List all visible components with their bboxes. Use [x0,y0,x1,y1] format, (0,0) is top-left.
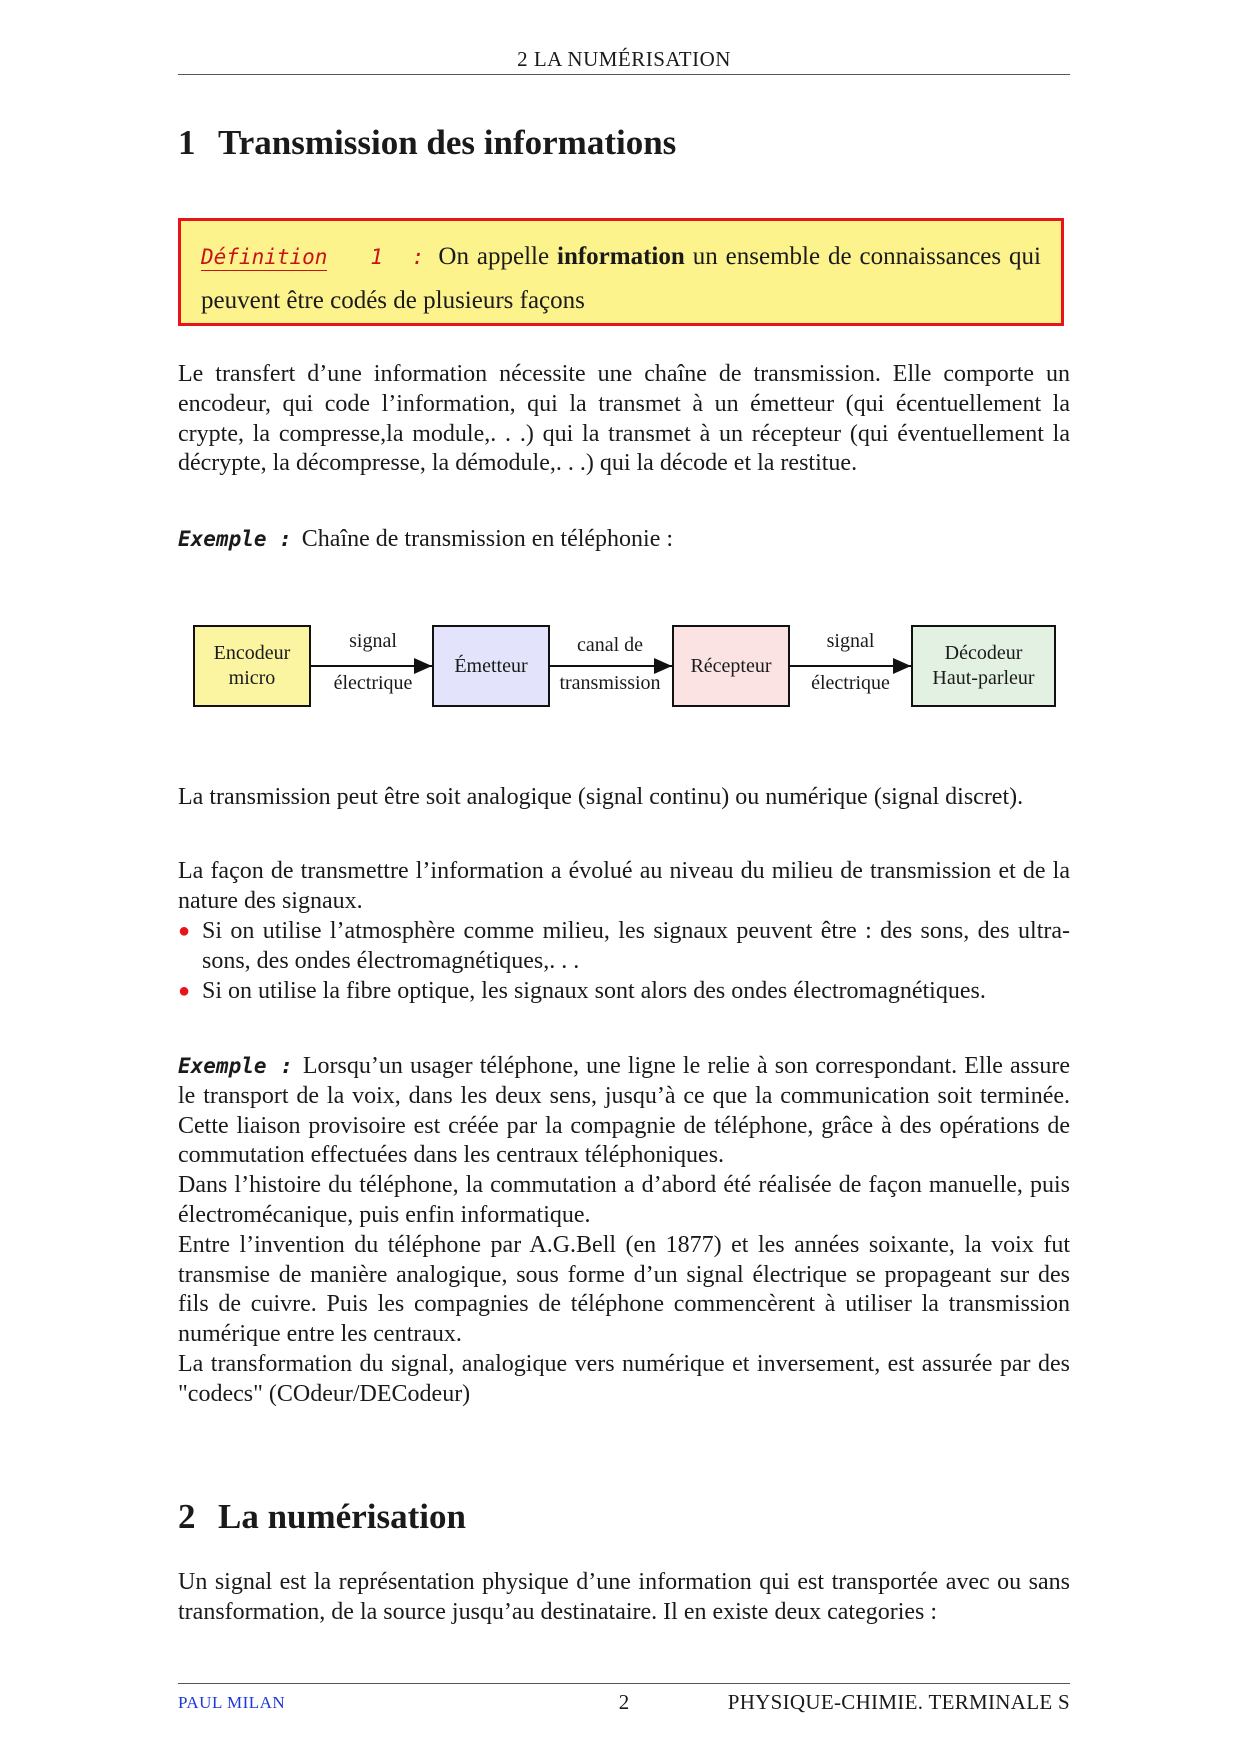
box-encodeur-line2: micro [228,667,276,689]
arrow-3-label-bottom: électrique [811,672,890,694]
definition-term: information [557,243,685,270]
arrow-1-label-bottom: électrique [333,672,413,694]
example-2-label: Exemple : [178,1054,293,1078]
example-2-text-1: Lorsqu’un usager téléphone, une ligne le relie à son correspondant. Elle assure le transport de la voix, dans les deux sens, jusqu’à ce que la communication soit terminée. Cette liaison provisoire est créée par la compagnie de téléphone, grâce à des opérations de commutation effectuées dans les centraux téléphoniques. [178,1053,1070,1169]
box-emetteur-line1: Émetteur [454,654,528,677]
definition-text-after: un ensemble de connaissances qui peuvent être codés de plusieurs façons [201,243,1042,314]
paragraph-signal: Un signal est la représentation physique d’une information qui est transportée avec ou sans transformation, de la source jusqu’au destinataire. Il en existe deux categories : [178,1569,1070,1625]
bullet-icon: ● [178,979,191,1002]
box-encodeur-line1: Encodeur [213,642,291,664]
bullet-icon: ● [178,920,191,942]
arrow-2-label-bottom: transmission [559,672,661,694]
box-decodeur-line1: Décodeur [944,642,1023,664]
box-recepteur [672,625,790,707]
arrow-1-label-top: signal [349,630,397,652]
example-1-label: Exemple : [178,527,292,551]
section-1-title [178,123,676,163]
paragraph-milieu: La façon de transmettre l’information a évolué au niveau du milieu de transmission et de la nature des signaux. [178,858,1070,914]
paragraph-transfert: Le transfert d’une information nécessite une chaîne de transmission. Elle comporte un encodeur, qui code l’information, qui la transmet à un émetteur (qui écentuellement la crypte, la compresse,la module,. . .) qui la transmet à un récepteur (qui éventuellement la décrypte, la décompresse, la démodule,. . .) qui la décode et la restitue. [178,361,1070,477]
arrow-2-label-top: canal de [576,634,644,656]
footer-rule [178,1683,1070,1684]
definition-text-before: On appelle [438,243,557,270]
example-1 [178,525,1070,555]
definition-label [201,245,424,269]
section-2-title [178,1497,466,1537]
footer-author: PAUL MILAN [178,1693,286,1712]
definition-box [178,218,1064,326]
example-2 [178,1052,1070,1410]
list-item [178,917,1070,977]
transmission-chain-diagram [178,612,1070,722]
paragraph-analogique: La transmission peut être soit analogique (signal continu) ou numérique (signal discret). [178,784,1024,810]
definition-label-colon: : [411,245,425,269]
footer-page-number: 2 [618,1690,630,1714]
box-encodeur [193,625,311,707]
header-rule [178,74,1070,75]
example-2-text-2: Dans l’histoire du téléphone, la commutation a d’abord été réalisée de façon manuelle, puis électromécanique, puis enfin informatique. [178,1172,1070,1228]
box-emetteur [432,625,550,707]
footer-course: PHYSIQUE-CHIMIE. TERMINALE S [727,1690,1070,1714]
section-2-title-text: La numérisation [218,1497,466,1536]
example-2-text-3: Entre l’invention du téléphone par A.G.Bell (en 1877) et les années soixante, la voix fut transmise de manière analogique, sous forme d’un signal électrique se propageant sur des fils de cuivre. Puis les compagnies de téléphone commencèrent à utiliser la transmission numérique entre les centraux. [178,1231,1070,1348]
section-1-title-text: Transmission des informations [218,123,677,162]
document-page [178,0,1070,1754]
section-2-number: 2 [178,1497,196,1536]
section-1-number: 1 [178,123,196,162]
arrow-3-label-top: signal [826,630,875,652]
list-item-text: Si on utilise l’atmosphère comme milieu, les signaux peuvent être : des sons, des ultra-sons, des ondes électromagnétiques,. . . [202,918,1070,974]
signal-list [178,917,1070,1006]
box-decodeur-line2: Haut-parleur [932,667,1035,689]
box-recepteur-line1: Récepteur [690,654,772,677]
example-1-text: Chaîne de transmission en téléphonie : [301,526,674,552]
running-header: 2 LA NUMÉRISATION [517,47,731,71]
box-decodeur [911,625,1056,707]
definition-label-word: Définition [201,245,328,269]
definition-label-number: 1 [370,245,384,269]
list-item [178,977,1070,1007]
example-2-text-4: La transformation du signal, analogique vers numérique et inversement, est assurée par des "codecs" (COdeur/DECodeur) [178,1350,1070,1407]
list-item-text: Si on utilise la fibre optique, les signaux sont alors des ondes électromagnétiques. [202,977,986,1004]
